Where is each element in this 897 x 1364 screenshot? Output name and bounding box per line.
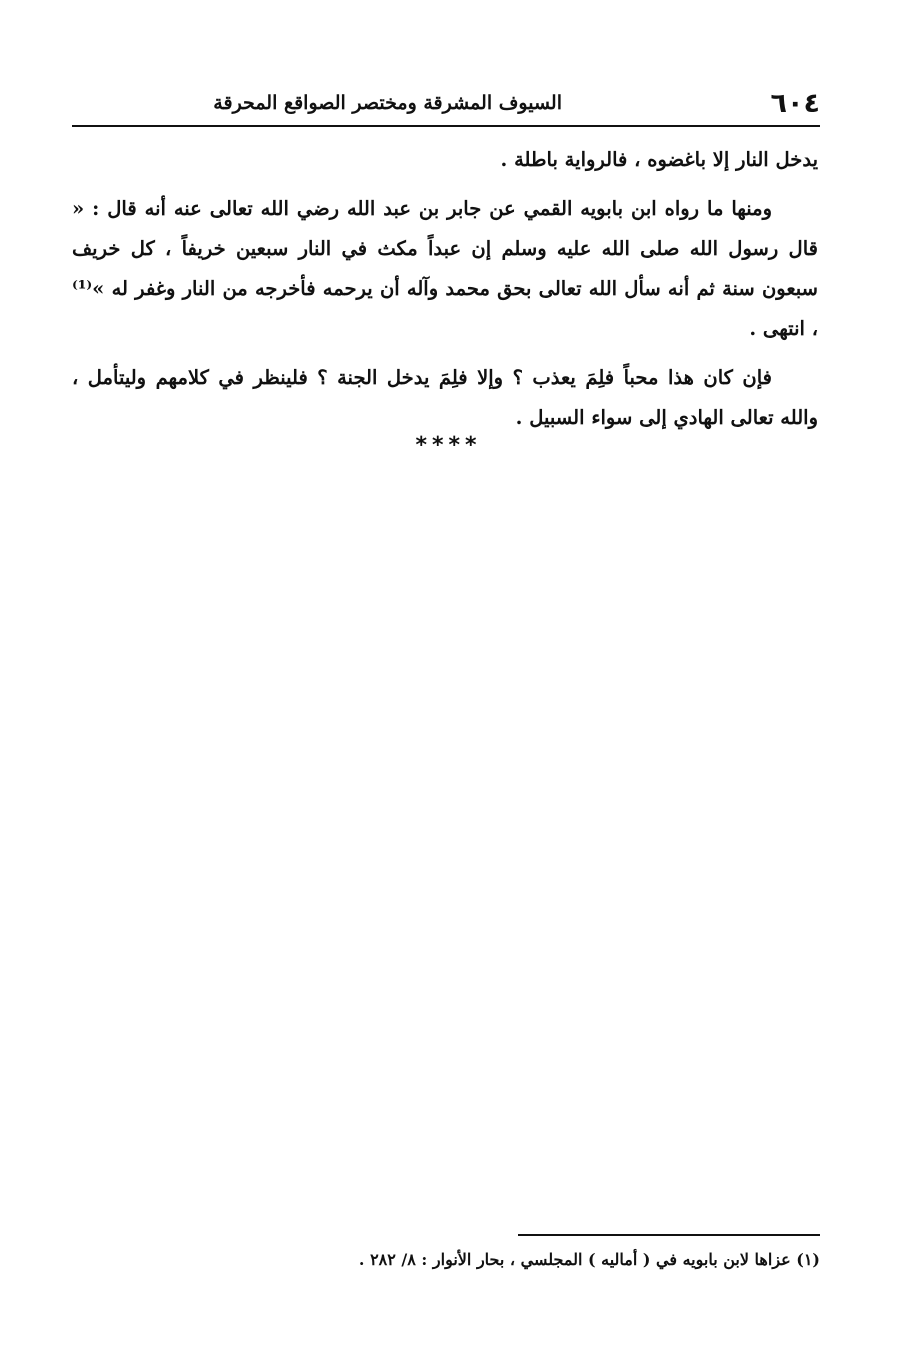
footnote: (١) عزاها لابن بابويه في ( أماليه ) المجلسي ، بحار الأنوار : ٨/ ٢٨٢ . bbox=[358, 1250, 820, 1269]
header-rule bbox=[72, 125, 820, 127]
running-title: السيوف المشرقة ومختصر الصواقع المحرقة bbox=[213, 92, 562, 114]
section-separator: **** bbox=[415, 433, 482, 458]
footnote-rule bbox=[518, 1234, 820, 1236]
main-text bbox=[72, 140, 818, 447]
paragraph-conclusion: فإن كان هذا محباً فلِمَ يعذب ؟ وإلا فلِمَ يدخل الجنة ؟ فلينظر في كلامهم وليتأمل ، والله تعالى الهادي إلى سواء السبيل . bbox=[72, 366, 818, 429]
paragraph-narration: ومنها ما رواه ابن بابويه القمي عن جابر بن عبد الله رضي الله تعالى عنه أنه قال : « قال رسول الله صلى الله عليه وسلم إن عبداً مكث في النار سبعين خريفاً ، كل خريف سبعون سنة ثم أنه سأل الله تعالى بحق محمد وآله أن يرحمه فأخرجه من النار وغفر له »⁽¹⁾ ، انتهى . bbox=[72, 197, 818, 340]
paragraph-continuation: يدخل النار إلا باغضوه ، فالرواية باطلة . bbox=[500, 148, 818, 171]
page-number: ٦٠٤ bbox=[770, 88, 820, 119]
page-header bbox=[72, 84, 820, 124]
